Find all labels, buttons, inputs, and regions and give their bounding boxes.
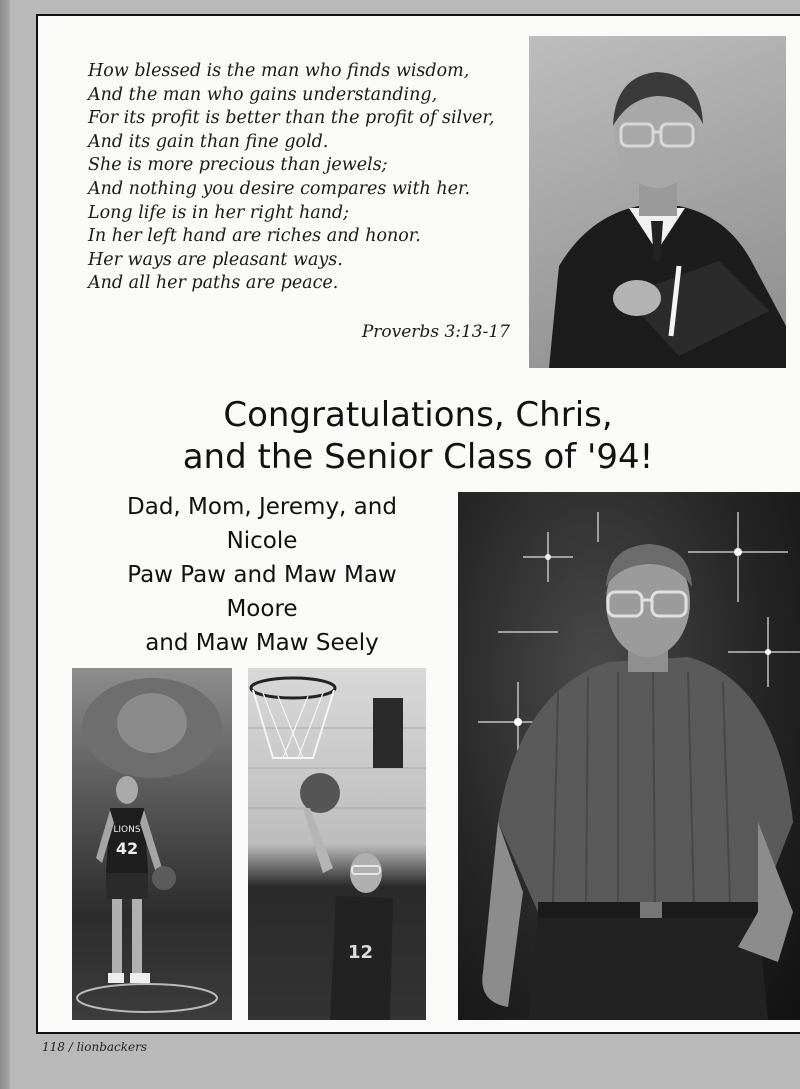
family-line: Paw Paw and Maw Maw xyxy=(127,562,397,588)
headline-line: Congratulations, Chris, xyxy=(223,395,613,435)
family-line: Moore xyxy=(226,596,298,622)
basketball-standing-photo xyxy=(72,668,232,1020)
graduation-portrait-illustration xyxy=(529,36,786,368)
headline-line: and the Senior Class of '94! xyxy=(182,437,654,477)
graduation-portrait-photo xyxy=(529,36,786,368)
family-signature xyxy=(72,490,452,660)
jersey-text: LIONS xyxy=(113,825,141,835)
poem-line: And the man who gains understanding, xyxy=(88,84,438,105)
jersey-number: 12 xyxy=(348,942,374,963)
poem-line: And its gain than fine gold. xyxy=(88,131,329,152)
casual-portrait-photo xyxy=(458,492,800,1020)
jersey-number: 42 xyxy=(115,839,139,858)
poem-line: For its profit is better than the profit of silver, xyxy=(88,108,495,129)
congratulations-headline xyxy=(138,394,698,478)
poem-line: How blessed is the man who finds wisdom, xyxy=(88,61,470,81)
family-line: Nicole xyxy=(226,528,298,554)
page-content xyxy=(38,16,800,1032)
basketball-standing-illustration xyxy=(72,668,232,1020)
family-line: and Maw Maw Seely xyxy=(145,630,379,656)
poem-line: In her left hand are riches and honor. xyxy=(88,226,421,247)
poem-line: And all her paths are peace. xyxy=(88,273,339,294)
yearbook-page xyxy=(36,14,800,1034)
page-footer: 118 / lionbackers xyxy=(42,1040,148,1054)
poem-line: Her ways are pleasant ways. xyxy=(88,249,343,270)
poem-line: Long life is in her right hand; xyxy=(88,202,350,223)
scripture-poem xyxy=(88,60,558,296)
poem-line: She is more precious than jewels; xyxy=(88,155,388,176)
poem-citation: Proverbs 3:13-17 xyxy=(361,322,510,342)
family-line: Dad, Mom, Jeremy, and xyxy=(127,494,397,520)
poem-line: And nothing you desire compares with her. xyxy=(88,178,471,199)
casual-portrait-illustration xyxy=(458,492,800,1020)
basketball-shooting-illustration xyxy=(248,668,426,1020)
basketball-shooting-photo xyxy=(248,668,426,1020)
page-binding-edge xyxy=(0,0,10,1089)
